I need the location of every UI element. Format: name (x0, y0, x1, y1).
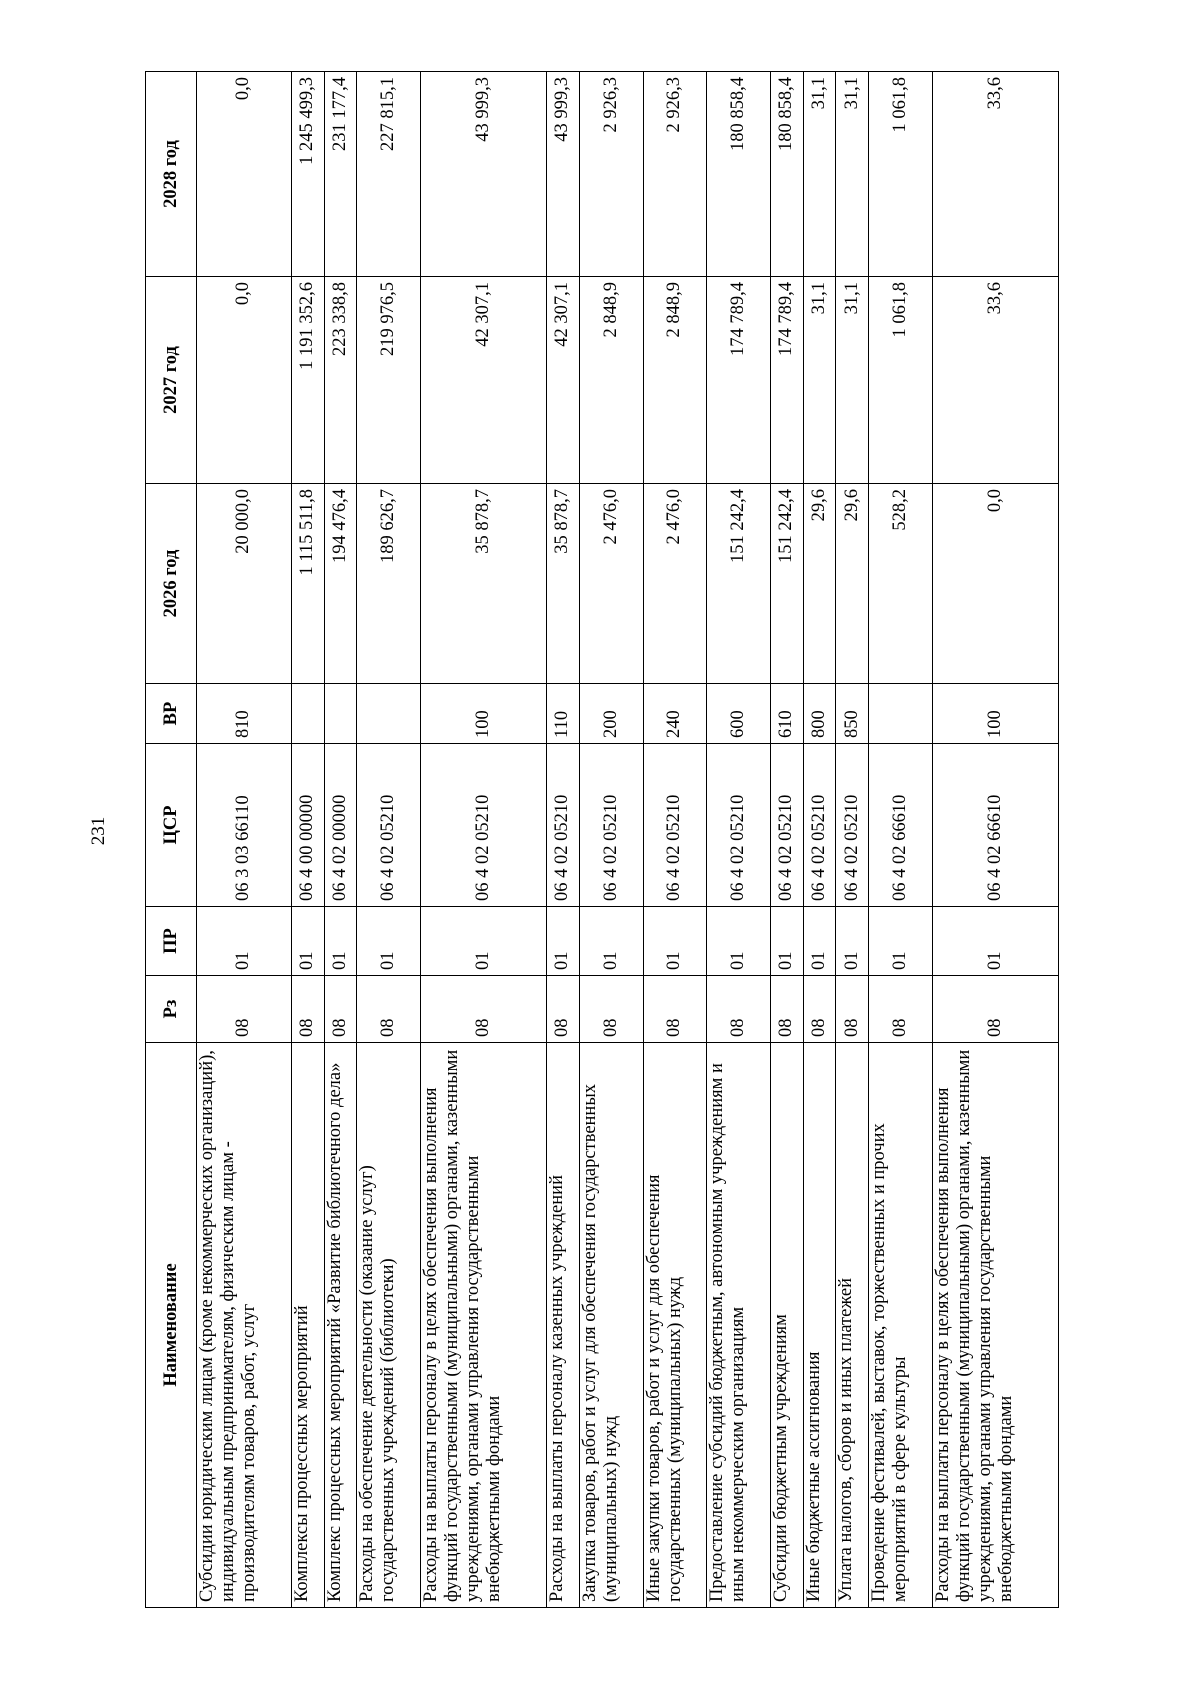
row-2028: 227 815,1 (357, 72, 421, 277)
row-pr: 01 (579, 907, 643, 976)
row-2026: 1 115 511,8 (291, 484, 324, 684)
row-2026: 189 626,7 (357, 484, 421, 684)
row-csr: 06 4 02 05210 (579, 744, 643, 907)
row-2028: 31,1 (836, 72, 869, 277)
table-row (869, 72, 933, 1608)
row-2028: 231 177,4 (324, 72, 357, 277)
row-2027: 31,1 (803, 277, 836, 484)
row-vr (324, 684, 357, 744)
header-name: Наименование (146, 1043, 197, 1608)
table-row (643, 72, 707, 1608)
row-2027: 0,0 (197, 277, 292, 484)
row-vr: 200 (579, 684, 643, 744)
row-vr: 240 (643, 684, 707, 744)
row-pr: 01 (707, 907, 771, 976)
table-row (324, 72, 357, 1608)
table-row (421, 72, 547, 1608)
row-2026: 29,6 (836, 484, 869, 684)
table-row (932, 72, 1058, 1608)
row-csr: 06 4 02 05210 (643, 744, 707, 907)
row-vr (869, 684, 933, 744)
table-row (547, 72, 580, 1608)
row-csr: 06 3 03 66110 (197, 744, 292, 907)
row-vr: 110 (547, 684, 580, 744)
row-rz: 08 (291, 976, 324, 1043)
row-2028: 180 858,4 (707, 72, 771, 277)
row-name: Закупка товаров, работ и услуг для обеспечения государственных (муниципальных) нужд (579, 1043, 643, 1608)
row-name: Комплекс процессных мероприятий «Развитие библиотечного дела» (324, 1043, 357, 1608)
row-name: Комплексы процессных мероприятий (291, 1043, 324, 1608)
table-row (803, 72, 836, 1608)
table-row (357, 72, 421, 1608)
row-2027: 174 789,4 (707, 277, 771, 484)
row-csr: 06 4 00 00000 (291, 744, 324, 907)
row-rz: 08 (421, 976, 547, 1043)
row-pr: 01 (357, 907, 421, 976)
row-csr: 06 4 02 05210 (547, 744, 580, 907)
row-2027: 1 191 352,6 (291, 277, 324, 484)
row-2028: 1 061,8 (869, 72, 933, 277)
row-vr: 610 (771, 684, 804, 744)
row-2026: 35 878,7 (421, 484, 547, 684)
row-name: Уплата налогов, сборов и иных платежей (836, 1043, 869, 1608)
row-name: Расходы на обеспечение деятельности (оказание услуг) государственных учреждений (библиотеки) (357, 1043, 421, 1608)
row-vr: 100 (932, 684, 1058, 744)
table-row (291, 72, 324, 1608)
row-pr: 01 (643, 907, 707, 976)
row-vr: 600 (707, 684, 771, 744)
row-2027: 31,1 (836, 277, 869, 484)
row-2027: 33,6 (932, 277, 1058, 484)
row-2026: 2 476,0 (579, 484, 643, 684)
row-rz: 08 (869, 976, 933, 1043)
row-rz: 08 (803, 976, 836, 1043)
row-name: Расходы на выплаты персоналу в целях обеспечения выполнения функций государственными (муниципальными) органами, казенными учреждениями, органами управления государственными внебюджетными фондами (421, 1043, 547, 1608)
row-2027: 2 848,9 (579, 277, 643, 484)
row-2028: 2 926,3 (643, 72, 707, 277)
row-pr: 01 (932, 907, 1058, 976)
row-2028: 0,0 (197, 72, 292, 277)
row-2028: 43 999,3 (547, 72, 580, 277)
row-2026: 151 242,4 (771, 484, 804, 684)
row-csr: 06 4 02 05210 (836, 744, 869, 907)
row-2028: 33,6 (932, 72, 1058, 277)
header-2027: 2027 год (146, 277, 197, 484)
row-name: Предоставление субсидий бюджетным, автономным учреждениям и иным некоммерческим организациям (707, 1043, 771, 1608)
row-2027: 219 976,5 (357, 277, 421, 484)
row-rz: 08 (197, 976, 292, 1043)
header-csr: ЦСР (146, 744, 197, 907)
row-rz: 08 (324, 976, 357, 1043)
row-pr: 01 (291, 907, 324, 976)
table-row (579, 72, 643, 1608)
row-pr: 01 (836, 907, 869, 976)
row-rz: 08 (836, 976, 869, 1043)
row-2026: 194 476,4 (324, 484, 357, 684)
row-2026: 20 000,0 (197, 484, 292, 684)
row-csr: 06 4 02 66610 (932, 744, 1058, 907)
row-vr: 800 (803, 684, 836, 744)
row-vr (291, 684, 324, 744)
row-vr: 810 (197, 684, 292, 744)
row-pr: 01 (197, 907, 292, 976)
row-name: Субсидии юридическим лицам (кроме некоммерческих организаций), индивидуальным предпринимателям, физическим лицам - производителям товаров, работ, услуг (197, 1043, 292, 1608)
row-name: Иные закупки товаров, работ и услуг для обеспечения государственных (муниципальных) нужд (643, 1043, 707, 1608)
row-2028: 1 245 499,3 (291, 72, 324, 277)
table-row (771, 72, 804, 1608)
row-csr: 06 4 02 66610 (869, 744, 933, 907)
row-vr (357, 684, 421, 744)
row-csr: 06 4 02 05210 (357, 744, 421, 907)
row-2026: 2 476,0 (643, 484, 707, 684)
row-2028: 2 926,3 (579, 72, 643, 277)
table-header-row (146, 72, 197, 1608)
row-name: Расходы на выплаты персоналу казенных учреждений (547, 1043, 580, 1608)
row-pr: 01 (771, 907, 804, 976)
rotated-table-container (145, 72, 1059, 1608)
row-2027: 42 307,1 (421, 277, 547, 484)
row-2027: 2 848,9 (643, 277, 707, 484)
row-2028: 31,1 (803, 72, 836, 277)
header-2028: 2028 год (146, 72, 197, 277)
budget-table (145, 71, 1059, 1608)
header-vr: ВР (146, 684, 197, 744)
row-rz: 08 (771, 976, 804, 1043)
header-rz: Рз (146, 976, 197, 1043)
row-2027: 223 338,8 (324, 277, 357, 484)
header-pr: ПР (146, 907, 197, 976)
row-2028: 180 858,4 (771, 72, 804, 277)
row-rz: 08 (547, 976, 580, 1043)
table-row (197, 72, 292, 1608)
row-2027: 42 307,1 (547, 277, 580, 484)
row-2026: 29,6 (803, 484, 836, 684)
row-rz: 08 (932, 976, 1058, 1043)
table-row (836, 72, 869, 1608)
row-vr: 100 (421, 684, 547, 744)
row-name: Субсидии бюджетным учреждениям (771, 1043, 804, 1608)
row-name: Расходы на выплаты персоналу в целях обеспечения выполнения функций государственными (муниципальными) органами, казенными учреждениями, органами управления государственными внебюджетными фондами (932, 1043, 1058, 1608)
row-rz: 08 (579, 976, 643, 1043)
row-csr: 06 4 02 00000 (324, 744, 357, 907)
row-pr: 01 (869, 907, 933, 976)
row-pr: 01 (547, 907, 580, 976)
row-rz: 08 (357, 976, 421, 1043)
page-number: 231 (88, 816, 109, 846)
row-2026: 528,2 (869, 484, 933, 684)
row-pr: 01 (421, 907, 547, 976)
row-rz: 08 (643, 976, 707, 1043)
row-2027: 1 061,8 (869, 277, 933, 484)
table-row (707, 72, 771, 1608)
row-rz: 08 (707, 976, 771, 1043)
row-2028: 43 999,3 (421, 72, 547, 277)
row-pr: 01 (324, 907, 357, 976)
row-name: Иные бюджетные ассигнования (803, 1043, 836, 1608)
row-2026: 35 878,7 (547, 484, 580, 684)
row-name: Проведение фестивалей, выставок, торжественных и прочих мероприятий в сфере культуры (869, 1043, 933, 1608)
row-csr: 06 4 02 05210 (803, 744, 836, 907)
row-vr: 850 (836, 684, 869, 744)
row-2026: 151 242,4 (707, 484, 771, 684)
row-csr: 06 4 02 05210 (707, 744, 771, 907)
row-csr: 06 4 02 05210 (771, 744, 804, 907)
row-pr: 01 (803, 907, 836, 976)
header-2026: 2026 год (146, 484, 197, 684)
row-csr: 06 4 02 05210 (421, 744, 547, 907)
row-2027: 174 789,4 (771, 277, 804, 484)
row-2026: 0,0 (932, 484, 1058, 684)
